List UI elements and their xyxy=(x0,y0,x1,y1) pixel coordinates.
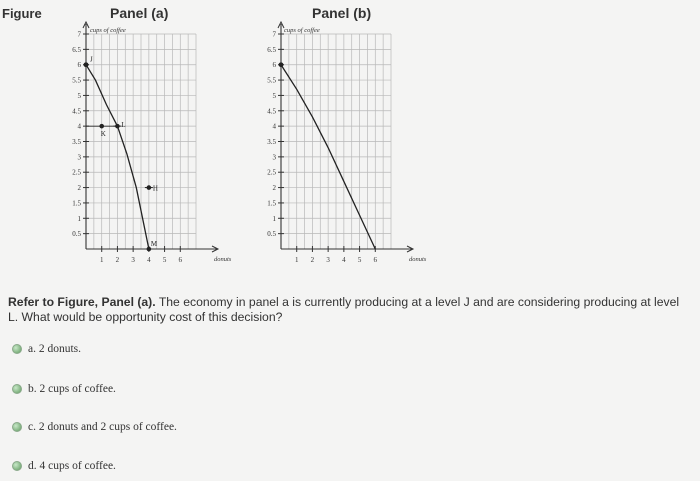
option-b[interactable] xyxy=(12,383,116,395)
point-label-j: J xyxy=(90,55,93,64)
question-body: The economy in panel a is currently producing at a level J and are considering producing at level L. What would be opportunity cost of this decision? xyxy=(8,295,680,324)
point-label-m: M xyxy=(150,240,158,248)
x-axis-label: donuts xyxy=(214,256,232,263)
y-tick-label: 1 xyxy=(272,214,276,223)
y-tick-label: 6.5 xyxy=(72,45,81,54)
chart-panel-b xyxy=(267,22,427,264)
y-tick-label: 4.5 xyxy=(267,107,276,116)
y-tick-label: 6 xyxy=(77,61,81,70)
question-reference: Refer to Figure, Panel (a). xyxy=(8,295,156,309)
x-tick-label: 3 xyxy=(131,256,135,264)
y-tick-label: 0.5 xyxy=(72,230,81,239)
point-label-h: H xyxy=(152,184,158,193)
x-tick-label: 4 xyxy=(147,256,151,264)
option-a-label: a. 2 donuts. xyxy=(28,343,82,355)
figure-label: Figure xyxy=(2,6,42,21)
option-b-label: b. 2 cups of coffee. xyxy=(28,383,116,395)
option-c[interactable] xyxy=(12,421,177,433)
y-tick-label: 1 xyxy=(77,214,81,223)
point-j xyxy=(84,62,89,67)
y-tick-label: 0.5 xyxy=(267,230,276,239)
y-axis-label: cups of coffee xyxy=(90,27,126,34)
x-tick-label: 3 xyxy=(326,256,330,264)
y-tick-label: 2 xyxy=(77,184,81,193)
y-tick-label: 4.5 xyxy=(72,107,81,116)
option-a[interactable] xyxy=(12,343,81,355)
y-tick-label: 3 xyxy=(77,153,81,162)
y-tick-label: 3 xyxy=(272,153,276,162)
point-label-k: K xyxy=(100,130,106,139)
y-tick-label: 3.5 xyxy=(72,138,81,146)
y-tick-label: 4 xyxy=(272,122,276,131)
y-tick-label: 6 xyxy=(272,61,276,70)
y-tick-label: 1.5 xyxy=(267,199,276,208)
panel-b-title: Panel (b) xyxy=(312,5,372,21)
radio-button-icon[interactable] xyxy=(12,344,22,354)
x-tick-label: 1 xyxy=(99,256,104,264)
y-tick-label: 4 xyxy=(77,122,81,131)
point-label-l: L xyxy=(121,121,126,130)
x-tick-label: 2 xyxy=(115,256,120,264)
y-tick-label: 6.5 xyxy=(267,45,276,54)
x-tick-label: 6 xyxy=(178,256,183,264)
x-tick-label: 1 xyxy=(294,256,299,264)
y-tick-label: 2.5 xyxy=(267,168,276,177)
radio-button-icon[interactable] xyxy=(12,422,22,432)
x-tick-label: 6 xyxy=(373,256,378,264)
x-axis-label: donuts xyxy=(409,256,427,263)
y-tick-label: 5.5 xyxy=(72,76,81,85)
y-tick-label: 5 xyxy=(272,91,276,100)
y-tick-label: 7 xyxy=(272,30,276,39)
chart-panel-a xyxy=(72,22,232,264)
y-tick-label: 2 xyxy=(272,184,276,193)
x-tick-label: 2 xyxy=(310,256,315,264)
y-tick-label: 2.5 xyxy=(72,168,81,177)
question-text xyxy=(8,295,688,325)
option-c-label: c. 2 donuts and 2 cups of coffee. xyxy=(28,421,177,433)
y-axis-label: cups of coffee xyxy=(284,27,320,34)
y-tick-label: 5 xyxy=(77,91,81,100)
y-tick-label: 1.5 xyxy=(72,199,81,208)
option-d-label: d. 4 cups of coffee. xyxy=(28,460,116,472)
y-tick-label: 3.5 xyxy=(267,138,276,146)
radio-button-icon[interactable] xyxy=(12,384,22,394)
y-tick-label: 5.5 xyxy=(267,76,276,85)
x-tick-label: 5 xyxy=(162,256,167,264)
y-tick-label: 7 xyxy=(77,30,81,39)
curve-start-point xyxy=(279,62,284,67)
radio-button-icon[interactable] xyxy=(12,461,22,471)
panel-a-title: Panel (a) xyxy=(110,5,169,21)
x-tick-label: 4 xyxy=(342,256,346,264)
option-d[interactable] xyxy=(12,460,116,472)
x-tick-label: 5 xyxy=(357,256,362,264)
